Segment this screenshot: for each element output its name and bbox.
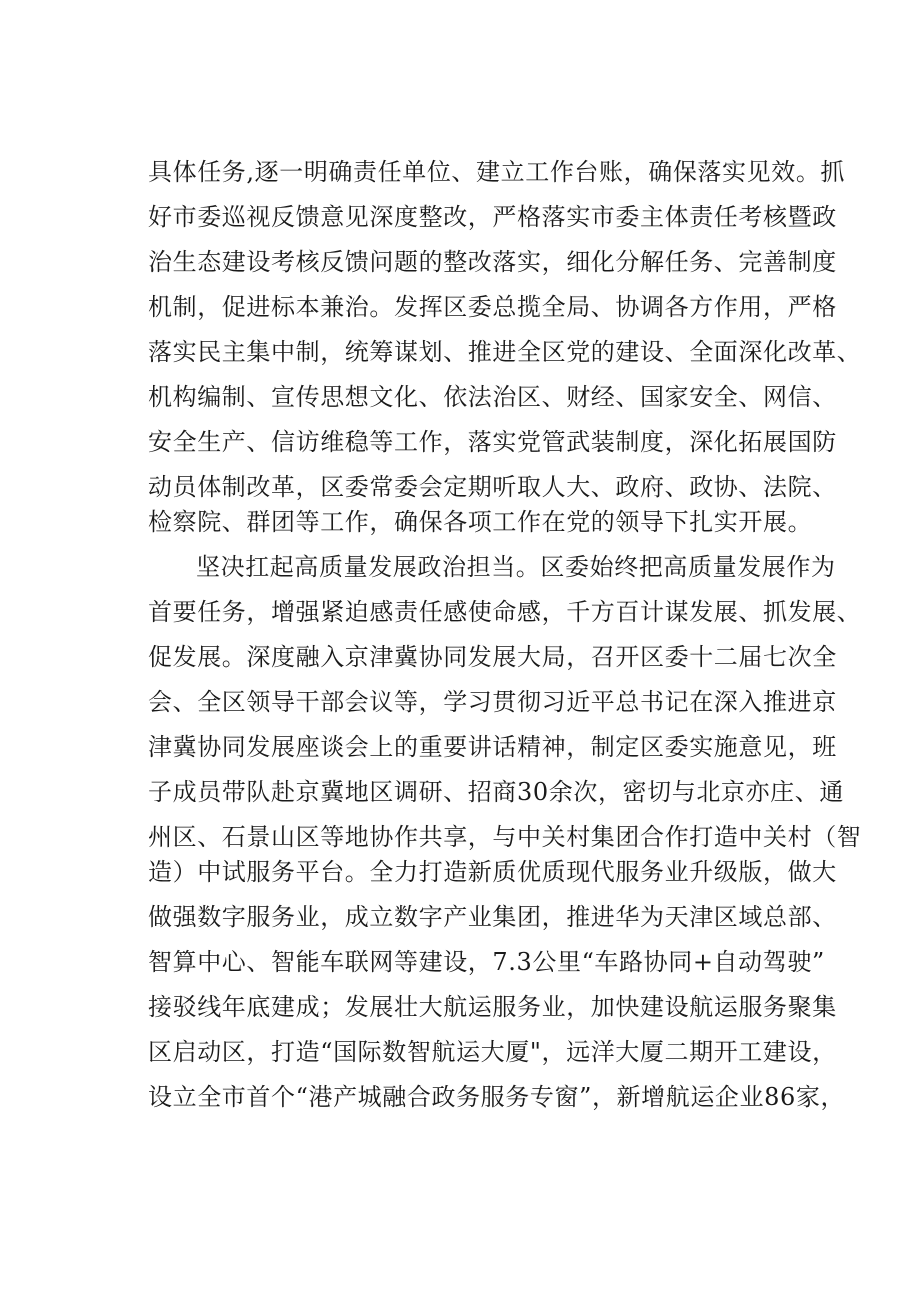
text-line: 首要任务，增强紧迫感责任感使命感，千方百计谋发展、抓发展、 xyxy=(148,598,862,626)
text-line: 治生态建设考核反馈问题的整改落实，细化分解任务、完善制度 xyxy=(148,248,837,276)
text-line: 做强数字服务业，成立数字产业集团，推进华为天津区域总部、 xyxy=(148,903,837,931)
text-line: 落实民主集中制，统筹谋划、推进全区党的建设、全面深化改革、 xyxy=(148,338,862,366)
text-line: 区启动区，打造“国际数智航运大厦"，远洋大厦二期开工建设， xyxy=(148,1038,837,1066)
text-line: 促发展。深度融入京津冀协同发展大局，召开区委十二届七次全 xyxy=(148,643,837,671)
text-line: 设立全市首个“港产城融合政务服务专窗”，新增航运企业86家， xyxy=(148,1083,846,1111)
text-line: 好市委巡视反馈意见深度整改，严格落实市委主体责任考核暨政 xyxy=(148,203,837,231)
text-line: 津冀协同发展座谈会上的重要讲话精神，制定区委实施意见，班 xyxy=(148,733,837,761)
paragraph-start-line: 坚决扛起高质量发展政治担当。区委始终把高质量发展作为 xyxy=(196,553,836,581)
text-line: 具体任务,逐一明确责任单位、建立工作台账，确保落实见效。抓 xyxy=(148,158,846,186)
text-line: 检察院、群团等工作，确保各项工作在党的领导下扎实开展。 xyxy=(148,508,813,536)
text-line: 机构编制、宣传思想文化、依法治区、财经、国家安全、网信、 xyxy=(148,383,837,411)
text-line: 造）中试服务平台。全力打造新质优质现代服务业升级版，做大 xyxy=(148,858,837,886)
text-line: 会、全区领导干部会议等，学习贯彻习近平总书记在深入推进京 xyxy=(148,688,837,716)
text-line: 子成员带队赴京冀地区调研、招商30余次，密切与北京亦庄、通 xyxy=(148,778,844,806)
text-line: 动员体制改革，区委常委会定期听取人大、政府、政协、法院、 xyxy=(148,473,837,501)
text-line: 接驳线年底建成；发展壮大航运服务业，加快建设航运服务聚集 xyxy=(148,993,837,1021)
text-line: 机制，促进标本兼治。发挥区委总揽全局、协调各方作用，严格 xyxy=(148,293,837,321)
text-line: 安全生产、信访维稳等工作，落实党管武装制度，深化拓展国防 xyxy=(148,428,837,456)
text-line: 州区、石景山区等地协作共享，与中关村集团合作打造中关村（智 xyxy=(148,823,862,851)
text-line: 智算中心、智能车联网等建设，7.3公里“车路协同+自动驾驶” xyxy=(148,948,825,976)
